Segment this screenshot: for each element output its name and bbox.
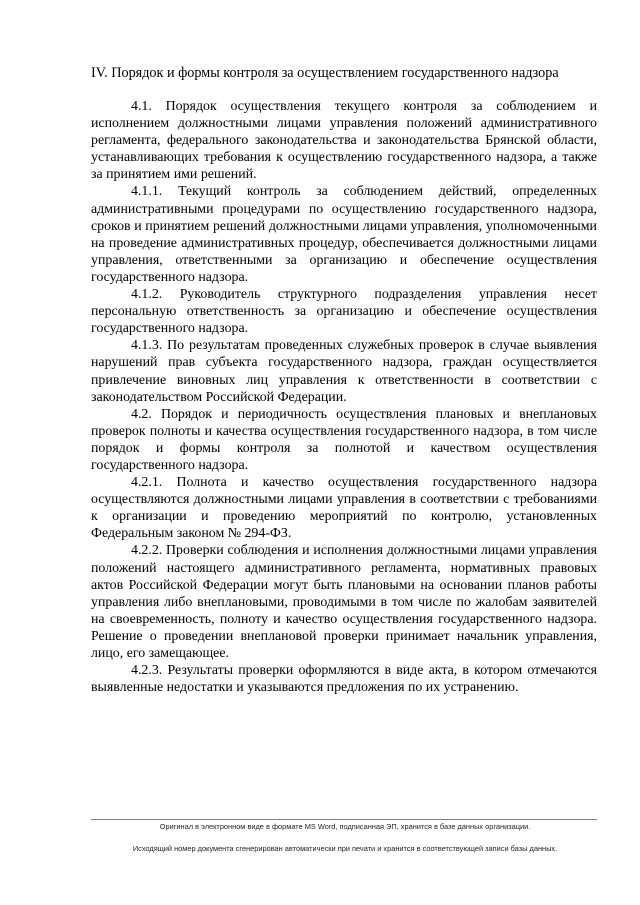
section-heading: IV. Порядок и формы контроля за осуществлением государственного надзора (91, 65, 559, 81)
paragraph-4-2-1: 4.2.1. Полнота и качество осуществления государственного надзора осуществляются должностными лицами управления в соответствии с требованиями к организации и проведению мероприятий по контролю, установленных Федеральным законом № 294-ФЗ. (91, 475, 597, 542)
paragraph-4-1-3: 4.1.3. По результатам проведенных служебных проверок в случае выявления нарушений прав субъекта государственного надзора, граждан осуществляется привлечение виновных лиц управления к ответственности в соответствии с законодательством Российской Федерации. (91, 338, 597, 405)
footer-note-original: Оригинал в электронном виде в формате MS Word, подписанная ЭП, хранится в базе данных организации. (159, 822, 531, 831)
footer-note-outgoing-number: Исходящий номер документа сгенерирован автоматически при печати и хранится в соответствующей записи базы данных. (132, 844, 558, 853)
paragraph-4-1-2: 4.1.2. Руководитель структурного подразделения управления несет персональную ответственность за организацию и обеспечение осуществления государственного надзора. (91, 287, 597, 337)
paragraph-4-1: 4.1. Порядок осуществления текущего контроля за соблюдением и исполнением должностными лицами управления положений административного регламента, федерального законодательства и законодательства Брянской области, устанавливающих требования к осуществлению государственного надзора, а также за принятием ими решений. (91, 99, 597, 183)
paragraph-4-2-3: 4.2.3. Результаты проверки оформляются в виде акта, в котором отмечаются выявленные недостатки и указываются предложения по их устранению. (91, 663, 597, 696)
paragraph-4-2-2: 4.2.2. Проверки соблюдения и исполнения должностными лицами управления положений настоящего административного регламента, нормативных правовых актов Российской Федерации могут быть плановыми на основании планов работы управления либо внеплановыми, проводимыми в том числе по жалобам заявителей на своевременность, полноту и качество осуществления государственного надзора. Решение о проведении внеплановой проверки принимает начальник управления, лицо, его замещающее. (91, 543, 597, 661)
paragraph-4-1-1: 4.1.1. Текущий контроль за соблюдением действий, определенных административными процедурами по осуществлению государственного надзора, сроков и принятием решений должностными лицами управления, уполномоченными на проведение административных процедур, обеспечивается должностными лицами управления, ответственными за организацию и обеспечение осуществления государственного надзора. (91, 184, 597, 285)
footer-divider (91, 819, 597, 820)
document-body (91, 98, 597, 696)
paragraph-4-2: 4.2. Порядок и периодичность осуществления плановых и внеплановых проверок полноты и качества осуществления государственного надзора, в том числе порядок и формы контроля за полнотой и качеством осуществления государственного надзора. (91, 406, 597, 473)
